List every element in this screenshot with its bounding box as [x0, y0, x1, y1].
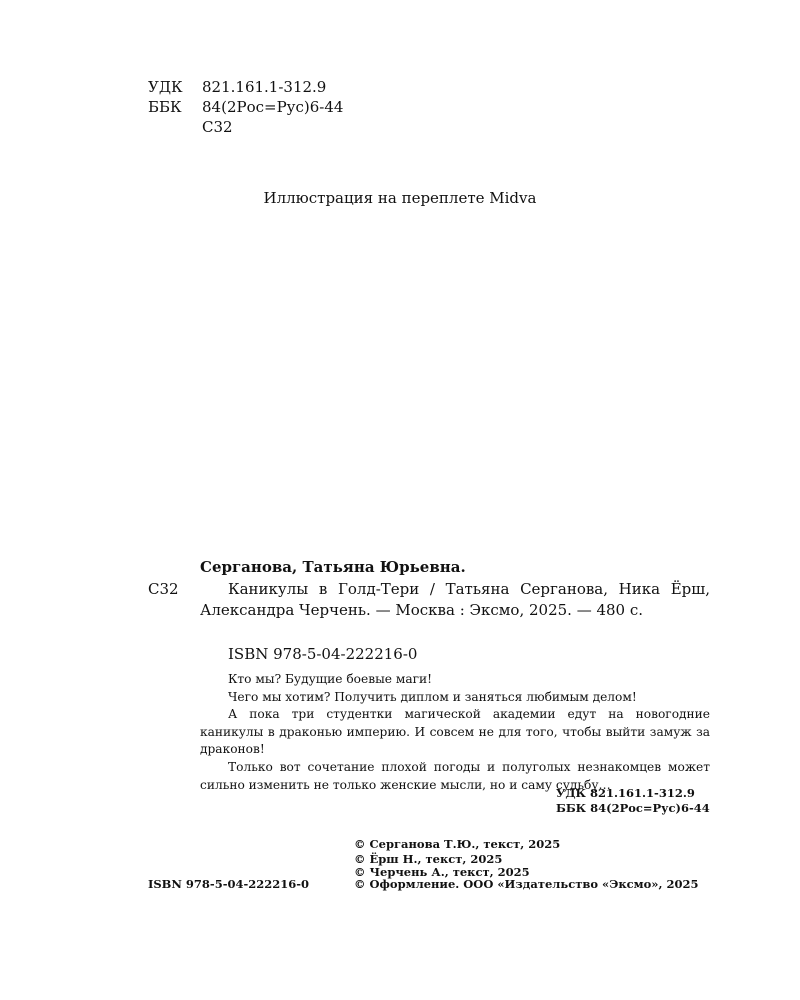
annotation-paragraph-3: А пока три студентки магической академии едут на новогодние каникулы в драконью империю. И совсем не для того, чтобы выйти замуж за драконов! [200, 707, 710, 757]
catalog-udk-line: УДК 821.161.1-312.9 [556, 786, 695, 800]
catalog-author: Серганова, Татьяна Юрьевна. [200, 558, 466, 576]
bbk-row [148, 97, 343, 117]
catalog-description: Каникулы в Голд-Тери / Татьяна Серганова, Ника Ёрш, Александра Черчень. — Москва : Эксмо, 2025. — 480 с. [200, 580, 710, 619]
author-code-row [148, 117, 233, 137]
copyright-line-3: © Черчень А., текст, 2025 [354, 865, 530, 879]
bottom-isbn: ISBN 978-5-04-222216-0 [148, 877, 310, 891]
copyright-line-4: © Оформление. ООО «Издательство «Эксмо», 2025 [354, 877, 699, 891]
copyright-line-2: © Ёрш Н., текст, 2025 [354, 852, 503, 866]
catalog-bbk-line: ББК 84(2Рос=Рус)6-44 [556, 801, 710, 815]
annotation-line-2: Чего мы хотим? Получить диплом и заняться любимым делом! [228, 689, 637, 704]
udk-label: УДК [148, 78, 183, 96]
author-code: С32 [202, 118, 233, 136]
bbk-value: 84(2Рос=Рус)6-44 [202, 98, 344, 116]
catalog-isbn: ISBN 978-5-04-222216-0 [228, 645, 418, 663]
copyright-line-1: © Серганова Т.Ю., текст, 2025 [354, 837, 561, 851]
bbk-label: ББК [148, 98, 182, 116]
annotation-line-1: Кто мы? Будущие боевые маги! [228, 672, 433, 686]
catalog-code: С32 [148, 580, 179, 598]
annotation [200, 671, 710, 794]
udk-value: 821.161.1-312.9 [202, 78, 327, 96]
illustration-credit: Иллюстрация на переплете Midva [263, 189, 537, 207]
udk-row [148, 77, 326, 97]
annotation-paragraph-4: Только вот сочетание плохой погоды и полуголых незнакомцев может сильно изменить не только женские мысли, но и саму судьбу… [200, 759, 710, 792]
